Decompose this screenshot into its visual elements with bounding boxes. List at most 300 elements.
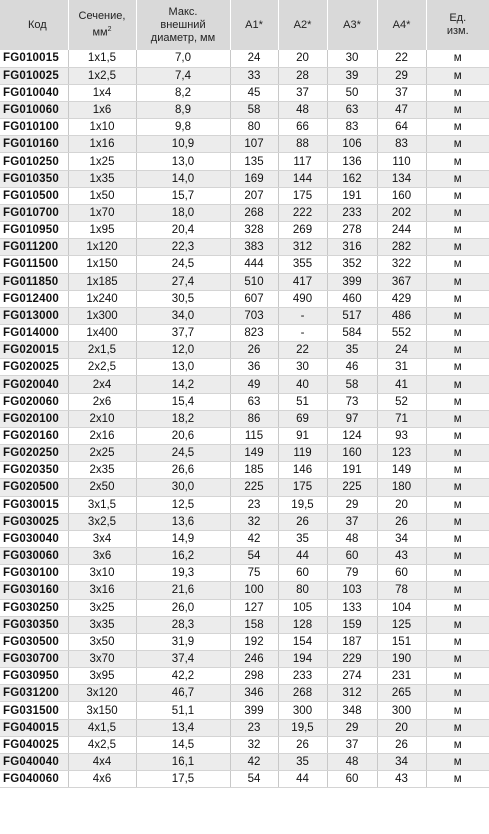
cell-diameter: 16,2	[136, 548, 230, 565]
cell-diameter: 37,7	[136, 325, 230, 342]
cell-a2: -	[278, 307, 327, 324]
cell-a1: 510	[230, 273, 278, 290]
cell-unit: м	[426, 668, 489, 685]
cell-unit: м	[426, 204, 489, 221]
cell-a1: 54	[230, 771, 278, 788]
cell-section: 3x4	[68, 530, 136, 547]
cell-diameter: 30,0	[136, 479, 230, 496]
cell-a4: 34	[377, 530, 426, 547]
cell-section: 1x1,5	[68, 50, 136, 67]
cell-diameter: 10,9	[136, 136, 230, 153]
cell-code: FG011200	[0, 239, 68, 256]
table-row	[0, 290, 489, 307]
cell-a1: 399	[230, 702, 278, 719]
cell-a1: 24	[230, 50, 278, 67]
cell-a3: 191	[327, 462, 377, 479]
cell-code: FG010160	[0, 136, 68, 153]
cell-a1: 45	[230, 84, 278, 101]
cell-diameter: 13,4	[136, 719, 230, 736]
cell-diameter: 15,4	[136, 393, 230, 410]
cell-a2: 30	[278, 359, 327, 376]
cell-a2: 69	[278, 410, 327, 427]
cell-code: FG030500	[0, 633, 68, 650]
cell-a4: 134	[377, 170, 426, 187]
cell-a1: 58	[230, 101, 278, 118]
cell-diameter: 46,7	[136, 685, 230, 702]
cell-section: 2x6	[68, 393, 136, 410]
cell-unit: м	[426, 393, 489, 410]
cell-diameter: 24,5	[136, 445, 230, 462]
cell-a3: 50	[327, 84, 377, 101]
cell-code: FG020500	[0, 479, 68, 496]
cell-a3: 106	[327, 136, 377, 153]
cell-a4: 93	[377, 427, 426, 444]
header-a2	[278, 0, 327, 50]
cell-a1: 63	[230, 393, 278, 410]
cell-a1: 26	[230, 342, 278, 359]
table-row	[0, 101, 489, 118]
cell-unit: м	[426, 771, 489, 788]
header-a1-label: A1*	[245, 18, 263, 31]
cell-unit: м	[426, 325, 489, 342]
cell-a2: 40	[278, 376, 327, 393]
cell-a2: 66	[278, 119, 327, 136]
cell-a4: 125	[377, 616, 426, 633]
cell-a4: 367	[377, 273, 426, 290]
cell-a1: 703	[230, 307, 278, 324]
cell-a3: 29	[327, 496, 377, 513]
cell-a2: 128	[278, 616, 327, 633]
cell-a2: 417	[278, 273, 327, 290]
cell-code: FG011500	[0, 256, 68, 273]
cell-unit: м	[426, 376, 489, 393]
cell-diameter: 7,0	[136, 50, 230, 67]
cell-a4: 104	[377, 599, 426, 616]
cell-code: FG010025	[0, 67, 68, 84]
cell-diameter: 42,2	[136, 668, 230, 685]
cell-a4: 31	[377, 359, 426, 376]
cell-unit: м	[426, 427, 489, 444]
cell-diameter: 51,1	[136, 702, 230, 719]
cell-a3: 39	[327, 67, 377, 84]
cell-a3: 348	[327, 702, 377, 719]
cell-a1: 32	[230, 513, 278, 530]
cell-a1: 127	[230, 599, 278, 616]
cell-diameter: 12,5	[136, 496, 230, 513]
cell-a4: 26	[377, 513, 426, 530]
header-diameter-line2: внешний	[160, 18, 206, 31]
header-diameter	[136, 0, 230, 50]
cell-a2: 35	[278, 530, 327, 547]
cell-unit: м	[426, 307, 489, 324]
cell-a3: 233	[327, 204, 377, 221]
cell-code: FG010500	[0, 187, 68, 204]
cell-a1: 185	[230, 462, 278, 479]
cell-a3: 37	[327, 513, 377, 530]
cell-a2: 355	[278, 256, 327, 273]
cell-diameter: 20,4	[136, 222, 230, 239]
table-row	[0, 204, 489, 221]
cell-a3: 160	[327, 445, 377, 462]
cell-code: FG010250	[0, 153, 68, 170]
cell-a2: 91	[278, 427, 327, 444]
cell-a4: 52	[377, 393, 426, 410]
cell-section: 1x300	[68, 307, 136, 324]
table-body	[0, 50, 489, 788]
cell-diameter: 13,0	[136, 153, 230, 170]
cell-a4: 71	[377, 410, 426, 427]
cell-unit: м	[426, 736, 489, 753]
cell-section: 2x1,5	[68, 342, 136, 359]
cell-code: FG013000	[0, 307, 68, 324]
cell-a1: 268	[230, 204, 278, 221]
cell-diameter: 14,9	[136, 530, 230, 547]
cell-a3: 48	[327, 530, 377, 547]
cell-a1: 246	[230, 650, 278, 667]
cell-diameter: 31,9	[136, 633, 230, 650]
cell-a4: 26	[377, 736, 426, 753]
cell-code: FG020100	[0, 410, 68, 427]
cell-code: FG012400	[0, 290, 68, 307]
cell-a3: 46	[327, 359, 377, 376]
table-row	[0, 513, 489, 530]
cell-diameter: 18,2	[136, 410, 230, 427]
cell-unit: м	[426, 359, 489, 376]
cell-unit: м	[426, 273, 489, 290]
cell-a1: 42	[230, 530, 278, 547]
cell-a1: 80	[230, 119, 278, 136]
header-row	[0, 0, 489, 50]
cell-a4: 24	[377, 342, 426, 359]
cell-diameter: 14,5	[136, 736, 230, 753]
cell-a3: 79	[327, 565, 377, 582]
cell-code: FG040060	[0, 771, 68, 788]
cell-a2: 490	[278, 290, 327, 307]
cell-code: FG020015	[0, 342, 68, 359]
cell-a1: 383	[230, 239, 278, 256]
cell-code: FG030100	[0, 565, 68, 582]
cell-a1: 169	[230, 170, 278, 187]
cell-code: FG010950	[0, 222, 68, 239]
cell-a4: 160	[377, 187, 426, 204]
cell-section: 2x50	[68, 479, 136, 496]
cell-a4: 41	[377, 376, 426, 393]
cell-code: FG030040	[0, 530, 68, 547]
cell-unit: м	[426, 136, 489, 153]
table-row	[0, 84, 489, 101]
table-row	[0, 170, 489, 187]
cell-section: 2x4	[68, 376, 136, 393]
cell-section: 3x150	[68, 702, 136, 719]
table-row	[0, 427, 489, 444]
table-row	[0, 479, 489, 496]
table-row	[0, 67, 489, 84]
header-unit-line1: Ед.	[449, 12, 467, 24]
cell-section: 1x35	[68, 170, 136, 187]
table-row	[0, 342, 489, 359]
cell-unit: м	[426, 119, 489, 136]
cell-a2: 88	[278, 136, 327, 153]
cell-a2: 146	[278, 462, 327, 479]
cell-a2: 144	[278, 170, 327, 187]
cell-code: FG031200	[0, 685, 68, 702]
cell-section: 3x16	[68, 582, 136, 599]
cell-a4: 322	[377, 256, 426, 273]
cell-unit: м	[426, 239, 489, 256]
cell-a2: 233	[278, 668, 327, 685]
cell-a3: 60	[327, 771, 377, 788]
cell-a2: 22	[278, 342, 327, 359]
cell-a4: 83	[377, 136, 426, 153]
cell-a2: 222	[278, 204, 327, 221]
table-row	[0, 685, 489, 702]
cell-unit: м	[426, 530, 489, 547]
cell-a4: 190	[377, 650, 426, 667]
cell-a4: 149	[377, 462, 426, 479]
cell-a2: 19,5	[278, 719, 327, 736]
header-unit-line2: изм.	[446, 25, 469, 37]
cell-section: 4x2,5	[68, 736, 136, 753]
cell-diameter: 37,4	[136, 650, 230, 667]
cell-a3: 352	[327, 256, 377, 273]
header-a3	[327, 0, 377, 50]
cell-unit: м	[426, 342, 489, 359]
table-row	[0, 239, 489, 256]
cell-diameter: 18,0	[136, 204, 230, 221]
cell-diameter: 21,6	[136, 582, 230, 599]
cell-diameter: 28,3	[136, 616, 230, 633]
cell-a4: 29	[377, 67, 426, 84]
cell-unit: м	[426, 599, 489, 616]
cell-a2: 37	[278, 84, 327, 101]
cell-unit: м	[426, 565, 489, 582]
table-row	[0, 771, 489, 788]
cell-section: 3x10	[68, 565, 136, 582]
cell-a2: 35	[278, 753, 327, 770]
cell-a4: 43	[377, 771, 426, 788]
cell-section: 2x25	[68, 445, 136, 462]
cell-section: 1x50	[68, 187, 136, 204]
cell-a4: 20	[377, 719, 426, 736]
cell-a2: 194	[278, 650, 327, 667]
cell-a3: 63	[327, 101, 377, 118]
cell-a1: 607	[230, 290, 278, 307]
cell-section: 1x240	[68, 290, 136, 307]
cell-section: 1x16	[68, 136, 136, 153]
cell-section: 1x185	[68, 273, 136, 290]
table-row	[0, 325, 489, 342]
cell-a2: 119	[278, 445, 327, 462]
cell-diameter: 8,9	[136, 101, 230, 118]
cell-a2: 300	[278, 702, 327, 719]
table-row	[0, 222, 489, 239]
cell-a3: 225	[327, 479, 377, 496]
table-row	[0, 256, 489, 273]
table-row	[0, 376, 489, 393]
cell-unit: м	[426, 222, 489, 239]
cell-a2: 175	[278, 187, 327, 204]
cell-unit: м	[426, 170, 489, 187]
cell-code: FG030015	[0, 496, 68, 513]
cell-unit: м	[426, 753, 489, 770]
cell-a1: 444	[230, 256, 278, 273]
cell-section: 3x6	[68, 548, 136, 565]
cell-code: FG030350	[0, 616, 68, 633]
cell-unit: м	[426, 101, 489, 118]
cell-code: FG040015	[0, 719, 68, 736]
cell-a2: 117	[278, 153, 327, 170]
cell-a4: 486	[377, 307, 426, 324]
header-a3-label: A3*	[343, 18, 361, 31]
cell-unit: м	[426, 84, 489, 101]
cell-a3: 584	[327, 325, 377, 342]
cell-a1: 23	[230, 719, 278, 736]
cell-code: FG040040	[0, 753, 68, 770]
cell-a4: 244	[377, 222, 426, 239]
table-row	[0, 702, 489, 719]
cell-diameter: 7,4	[136, 67, 230, 84]
table-row	[0, 496, 489, 513]
cell-code: FG040025	[0, 736, 68, 753]
cell-diameter: 13,6	[136, 513, 230, 530]
cell-section: 4x6	[68, 771, 136, 788]
cell-a1: 225	[230, 479, 278, 496]
cell-a2: 19,5	[278, 496, 327, 513]
cell-a4: 22	[377, 50, 426, 67]
table-row	[0, 410, 489, 427]
cell-code: FG010015	[0, 50, 68, 67]
cell-a4: 123	[377, 445, 426, 462]
cell-diameter: 15,7	[136, 187, 230, 204]
cell-a3: 187	[327, 633, 377, 650]
cell-a1: 54	[230, 548, 278, 565]
cell-diameter: 22,3	[136, 239, 230, 256]
header-section-line1: Сечение,	[78, 10, 126, 23]
cell-a2: 154	[278, 633, 327, 650]
cell-a2: 60	[278, 565, 327, 582]
table-row	[0, 736, 489, 753]
header-a2-label: A2*	[293, 18, 312, 31]
cell-a2: -	[278, 325, 327, 342]
cell-a1: 49	[230, 376, 278, 393]
cell-diameter: 17,5	[136, 771, 230, 788]
table-row	[0, 136, 489, 153]
cell-code: FG010040	[0, 84, 68, 101]
cell-a3: 316	[327, 239, 377, 256]
cell-diameter: 8,2	[136, 84, 230, 101]
cell-a3: 229	[327, 650, 377, 667]
cell-a3: 97	[327, 410, 377, 427]
cell-a1: 298	[230, 668, 278, 685]
cell-code: FG020060	[0, 393, 68, 410]
cell-code: FG030025	[0, 513, 68, 530]
cell-a2: 105	[278, 599, 327, 616]
header-a4-label: A4*	[392, 18, 411, 31]
cell-a3: 35	[327, 342, 377, 359]
header-unit	[426, 0, 489, 50]
cell-a3: 460	[327, 290, 377, 307]
header-code	[0, 0, 68, 50]
cell-unit: м	[426, 513, 489, 530]
cell-a4: 78	[377, 582, 426, 599]
table-row	[0, 50, 489, 67]
cell-unit: м	[426, 702, 489, 719]
cell-section: 3x95	[68, 668, 136, 685]
cell-unit: м	[426, 479, 489, 496]
cell-a1: 100	[230, 582, 278, 599]
cell-a2: 48	[278, 101, 327, 118]
cell-a3: 124	[327, 427, 377, 444]
cell-a4: 265	[377, 685, 426, 702]
cell-a2: 268	[278, 685, 327, 702]
cell-a4: 43	[377, 548, 426, 565]
cell-a1: 36	[230, 359, 278, 376]
table-row	[0, 273, 489, 290]
cell-section: 3x50	[68, 633, 136, 650]
table-row	[0, 565, 489, 582]
cell-section: 1x4	[68, 84, 136, 101]
header-diameter-line3: диаметр, мм	[150, 31, 216, 44]
cell-a3: 274	[327, 668, 377, 685]
table-row	[0, 462, 489, 479]
cell-a1: 86	[230, 410, 278, 427]
cell-a3: 312	[327, 685, 377, 702]
table-row	[0, 719, 489, 736]
cell-diameter: 16,1	[136, 753, 230, 770]
cell-a1: 135	[230, 153, 278, 170]
table-row	[0, 633, 489, 650]
cell-diameter: 14,0	[136, 170, 230, 187]
cell-a3: 191	[327, 187, 377, 204]
cell-section: 3x2,5	[68, 513, 136, 530]
cell-a4: 34	[377, 753, 426, 770]
cell-a1: 823	[230, 325, 278, 342]
cell-unit: м	[426, 685, 489, 702]
cell-a3: 517	[327, 307, 377, 324]
cell-unit: м	[426, 462, 489, 479]
cell-section: 3x70	[68, 650, 136, 667]
cell-code: FG010060	[0, 101, 68, 118]
cell-diameter: 27,4	[136, 273, 230, 290]
cell-unit: м	[426, 50, 489, 67]
cell-code: FG020250	[0, 445, 68, 462]
cell-diameter: 20,6	[136, 427, 230, 444]
cell-a2: 51	[278, 393, 327, 410]
cell-a2: 26	[278, 736, 327, 753]
cell-a3: 136	[327, 153, 377, 170]
cell-a4: 151	[377, 633, 426, 650]
cell-section: 3x35	[68, 616, 136, 633]
cell-unit: м	[426, 153, 489, 170]
table-row	[0, 359, 489, 376]
header-a1	[230, 0, 278, 50]
cell-a3: 58	[327, 376, 377, 393]
cell-a3: 162	[327, 170, 377, 187]
header-section-line2: мм	[92, 26, 108, 39]
cell-a2: 28	[278, 67, 327, 84]
cell-unit: м	[426, 187, 489, 204]
cell-a2: 269	[278, 222, 327, 239]
cell-section: 2x35	[68, 462, 136, 479]
cell-a4: 110	[377, 153, 426, 170]
cell-code: FG010350	[0, 170, 68, 187]
cell-a1: 115	[230, 427, 278, 444]
cell-section: 2x2,5	[68, 359, 136, 376]
cell-section: 4x4	[68, 753, 136, 770]
cell-a2: 26	[278, 513, 327, 530]
cell-diameter: 24,5	[136, 256, 230, 273]
cell-a4: 552	[377, 325, 426, 342]
